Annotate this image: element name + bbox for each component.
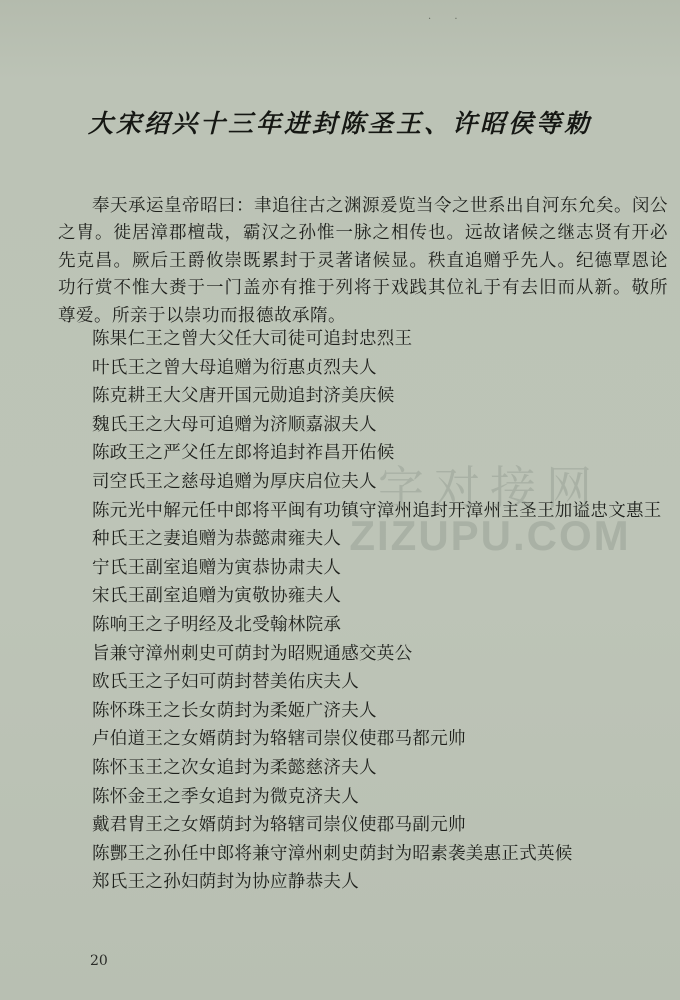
entry-line: 陈酆王之孙任中郎将兼守漳州刺史荫封为昭素袭美惠正式英候 [92,843,573,864]
top-page-mark: · · [428,14,468,25]
entry-line: 宁氏王副室追赠为寅恭协肃夫人 [92,557,342,578]
entry-list [58,325,668,897]
entry-line: 陈怀珠王之长女荫封为柔姬广济夫人 [92,700,377,721]
entry-line: 陈怀玉王之次女追封为柔懿慈济夫人 [92,757,377,778]
entry-line: 陈克耕王大父唐开国元勋追封济美庆候 [92,386,395,407]
intro-paragraph: 奉天承运皇帝昭曰：聿追往古之渊源爰览当令之世系出自河东允矣。闵公之胄。徙居漳郡檀哉，霸汉之孙惟一脉之相传也。远故诸候之继志贤有开必先克昌。厥后王爵攸崇既累封于灵著诸候显。秩直追赠乎先人。纪德覃恩论功行赏不惟大赉于一门盖亦有推于列将于戏践其位礼于有去旧而从新。敬所尊爱。所亲于以崇功而报德故承隋。 [58,195,668,326]
entry-line: 郑氏王之孙妇荫封为协应静恭夫人 [92,872,359,893]
entry-line: 陈响王之子明经及北受翰林院承 [92,614,342,635]
entry-line: 欧氏王之子妇可荫封替美佑庆夫人 [92,672,359,693]
entry-line: 种氏王之妻追赠为恭懿肃雍夫人 [92,529,342,550]
entry-line: 旨兼守漳州刺史可荫封为昭贶通感交英公 [92,643,413,664]
entry-line: 卢伯道王之女婿荫封为辂辖司崇仪使郡马都元帅 [92,729,466,750]
entry-line: 陈果仁王之曾大父任大司徒可追封忠烈王 [92,329,413,349]
watermark-site-url: ZIZUPU.COM [349,512,631,559]
entry-line: 司空氏王之慈母追赠为厚庆启位夫人 [92,471,377,492]
page-number: 20 [90,953,108,969]
entry-line: 陈政王之严父任左郎将追封祚昌开佑候 [92,443,395,464]
entry-line: 陈元光中解元任中郎将平闽有功镇守漳州追封开漳州主圣王加谥忠文惠王 [92,500,662,521]
entry-line: 魏氏王之大母可追赠为济顺嘉淑夫人 [92,414,377,435]
entry-line: 宋氏王副室追赠为寅敬协雍夫人 [92,586,342,607]
entry-line: 陈怀金王之季女追封为微克济夫人 [92,786,359,807]
entry-line: 叶氏王之曾大母追赠为衍惠贞烈夫人 [92,357,377,378]
entry-line: 戴君胄王之女婿荫封为辂辖司崇仪使郡马副元帅 [92,815,466,836]
document-title: 大宋绍兴十三年进封陈圣王、许昭侯等勅 [87,109,592,138]
watermark-chinese-text: 字对接网 [378,461,602,515]
